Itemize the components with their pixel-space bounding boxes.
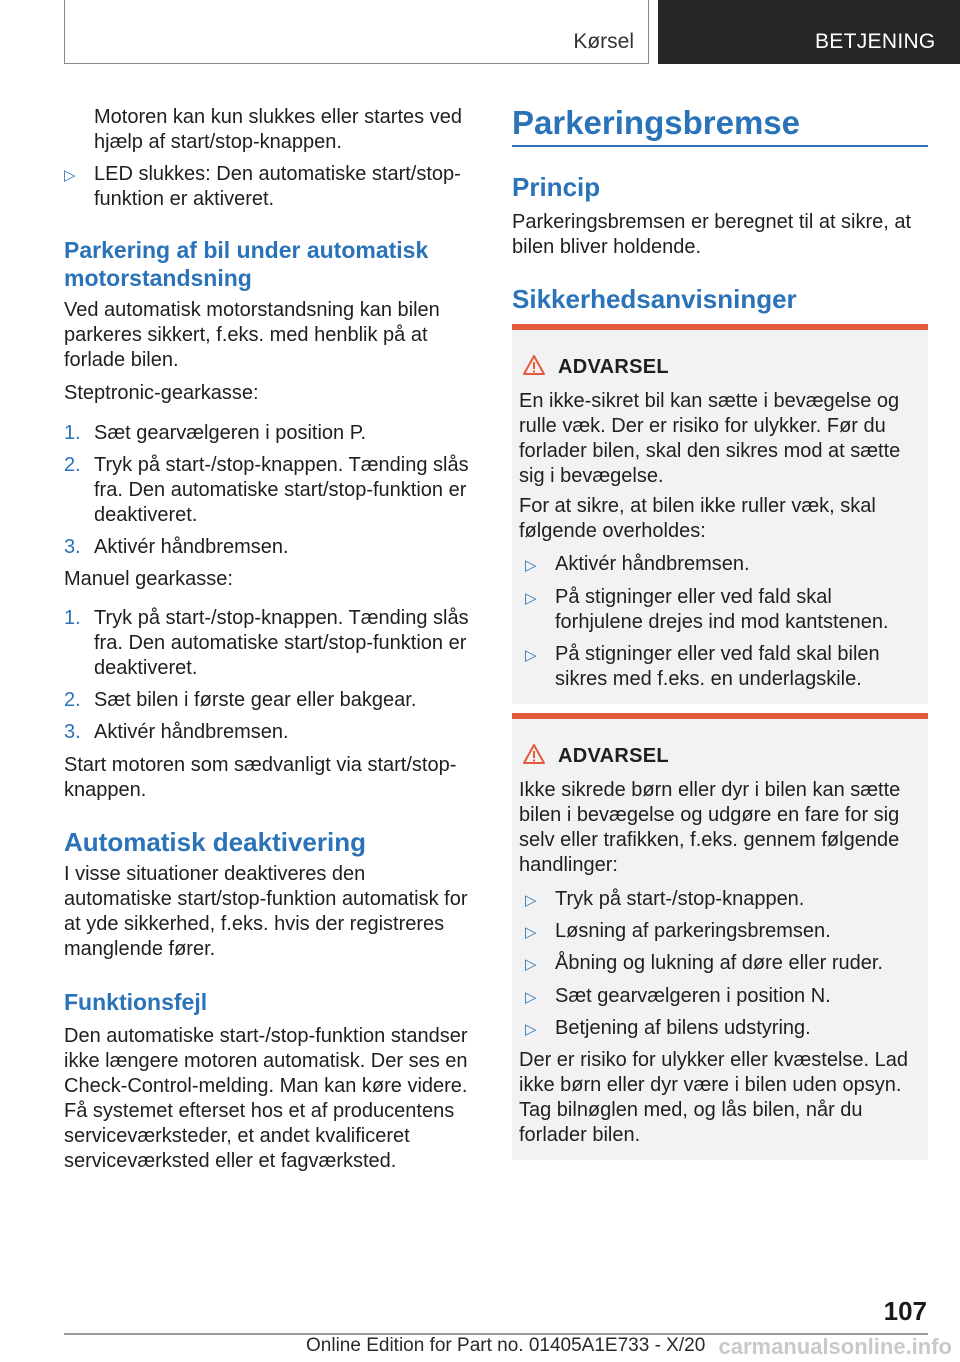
led-bullet-text: LED slukkes: Den automatiske start/stop-funktion er aktiveret. — [94, 163, 461, 210]
warning-triangle-icon — [522, 743, 546, 765]
bullet-triangle-icon: ▷ — [525, 892, 537, 909]
bullet-triangle-icon: ▷ — [525, 647, 537, 664]
bullet-text: Sæt gearvælgeren i position N. — [555, 985, 831, 1007]
step-text: Tryk på start-/stop-knappen. Tænding slås fra. Den automatiske start/stop-funktion er deaktiveret. — [94, 454, 469, 526]
warning-text-2: Der er risiko for ulykker eller kvæstelse. Lad ikke børn eller dyr være i bilen uden opsyn. Tag bilnøglen med, og lås bilen, når du forlader bilen. — [519, 1049, 909, 1146]
bullet-text: Tryk på start-/stop-knappen. — [555, 888, 805, 910]
bullet-triangle-icon: ▷ — [64, 167, 76, 184]
warning-triangle-icon — [522, 354, 546, 376]
manual-step-2 — [64, 688, 476, 713]
step-number: 3. — [64, 536, 81, 558]
warning-bullet — [519, 951, 922, 976]
step-text: Sæt gearvælgeren i position P. — [94, 422, 367, 444]
page-number: 107 — [883, 1296, 927, 1326]
step-number: 1. — [64, 422, 81, 444]
bullet-text: Åbning og lukning af døre eller ruder. — [555, 952, 883, 974]
start-text: Start motoren som sædvanligt via start/stop-knappen. — [64, 754, 457, 801]
header-chapter-label: BETJENING — [815, 30, 936, 53]
warning-bullet — [519, 984, 922, 1009]
bullet-triangle-icon: ▷ — [525, 590, 537, 607]
princip-text: Parkeringsbremsen er beregnet til at sikre, at bilen bliver holdende. — [512, 211, 912, 258]
step-number: 2. — [64, 454, 81, 476]
manual-label: Manuel gearkasse: — [64, 568, 233, 590]
warning-bullet — [519, 919, 922, 944]
bullet-triangle-icon: ▷ — [525, 1021, 537, 1038]
auto-deactivation-text: I visse situationer deaktiveres den automatiske start/stop-funktion automatisk for at yde sikkerhed, f.eks. hvis der registreres manglende fører. — [64, 863, 468, 960]
step-text: Sæt bilen i første gear eller bakgear. — [94, 689, 417, 711]
title-rule — [512, 145, 928, 147]
page-title: Parkeringsbremse — [512, 104, 800, 141]
fault-heading: Funktionsfejl — [64, 989, 208, 1015]
bullet-text: Aktivér håndbremsen. — [555, 553, 750, 575]
header-section-tab — [64, 0, 649, 64]
parking-text: Ved automatisk motorstandsning kan bilen parkeres sikkert, f.eks. med henblik på at forlade bilen. — [64, 299, 440, 371]
step-text: Aktivér håndbremsen. — [94, 536, 289, 558]
manual-step-3 — [64, 720, 476, 745]
warning-bullet — [519, 1016, 922, 1041]
auto-deactivation-heading: Automatisk deaktivering — [64, 827, 366, 857]
step-number: 3. — [64, 721, 81, 743]
footer-edition: Online Edition for Part no. 01405A1E733 - X/20 — [306, 1335, 706, 1356]
bullet-text: Løsning af parkeringsbremsen. — [555, 920, 831, 942]
warning-bullet — [519, 585, 922, 635]
warning-title: ADVARSEL — [558, 356, 669, 378]
bullet-triangle-icon: ▷ — [525, 557, 537, 574]
warning-text-1: Ikke sikrede børn eller dyr i bilen kan sætte bilen i bevægelse og udgøre en fare for sig selv eller trafikken, f.eks. gennem følgende handlinger: — [519, 779, 901, 876]
step-number: 1. — [64, 607, 81, 629]
watermark: carmanualsonline.info — [718, 1334, 952, 1359]
warning-text-1: En ikke-sikret bil kan sætte i bevægelse og rulle væk. Der er risiko for ulykker. Før du forlader bilen, skal den sikres mod at sætte sig i bevægelse. — [519, 390, 901, 487]
bullet-text: På stigninger eller ved fald skal bilen sikres med f.eks. en underlagskile. — [555, 643, 880, 690]
warning-bullet — [519, 887, 922, 912]
step-text: Tryk på start-/stop-knappen. Tænding slås fra. Den automatiske start/stop-funktion er deaktiveret. — [94, 607, 469, 679]
warning-box-1 — [512, 324, 928, 704]
bullet-text: På stigninger eller ved fald skal forhjulene drejes ind mod kantstenen. — [555, 586, 889, 633]
fault-text: Den automatiske start-/stop-funktion standser ikke længere motoren automatisk. Der ses en Check-Control-melding. Man kan køre videre. Få systemet efterset hos et af producentens serviceværksteder, et andet kvalificeret serviceværksted eller et fagværksted. — [64, 1025, 468, 1172]
warning-title: ADVARSEL — [558, 745, 669, 767]
intro-continuation: Motoren kan kun slukkes eller startes ved hjælp af start/stop-knappen. — [94, 106, 462, 153]
warning-bullet — [519, 642, 922, 692]
header-section-label: Kørsel — [573, 30, 634, 53]
princip-heading: Princip — [512, 172, 601, 202]
bullet-text: Betjening af bilens udstyring. — [555, 1017, 811, 1039]
bullet-triangle-icon: ▷ — [525, 989, 537, 1006]
warning-text-2: For at sikre, at bilen ikke ruller væk, skal følgende overholdes: — [519, 495, 876, 542]
step-text: Aktivér håndbremsen. — [94, 721, 289, 743]
manual-step-1 — [64, 606, 476, 681]
steptronic-label: Steptronic-gearkasse: — [64, 382, 259, 404]
safety-heading: Sikkerhedsanvisninger — [512, 284, 797, 314]
bullet-triangle-icon: ▷ — [525, 924, 537, 941]
parking-heading: Parkering af bil under automatisk motorstandsning — [64, 237, 429, 291]
header-chapter-tab — [658, 0, 960, 64]
steptronic-step-1 — [64, 421, 476, 446]
led-bullet-item — [64, 162, 476, 212]
bullet-triangle-icon: ▷ — [525, 956, 537, 973]
warning-bullet — [519, 552, 922, 577]
warning-box-2 — [512, 713, 928, 1160]
steptronic-step-2 — [64, 453, 476, 528]
steptronic-step-3 — [64, 535, 476, 560]
step-number: 2. — [64, 689, 81, 711]
